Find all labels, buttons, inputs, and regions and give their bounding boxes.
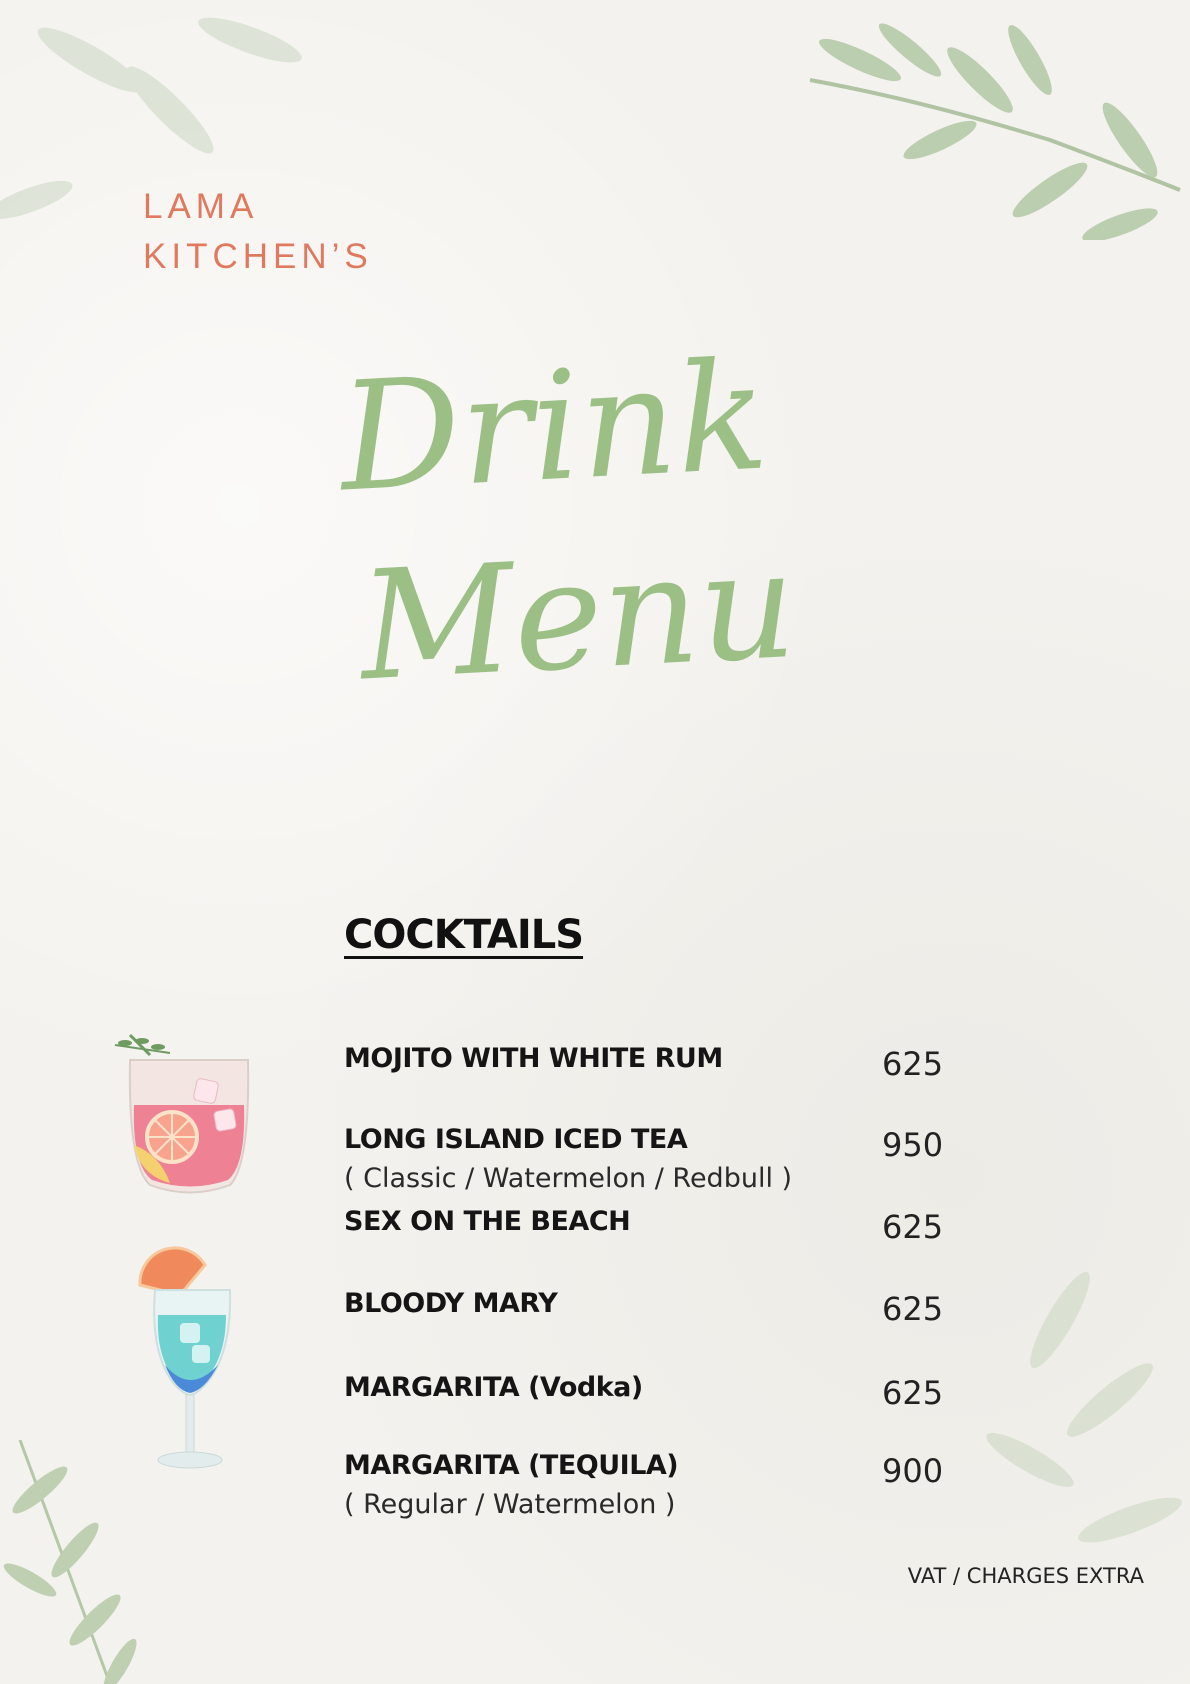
menu-item — [344, 1450, 944, 1520]
item-name: LONG ISLAND ICED TEA — [344, 1124, 688, 1155]
item-price: 625 — [882, 1045, 944, 1083]
footer-note: VAT / CHARGES EXTRA — [907, 1564, 1144, 1588]
restaurant-name — [143, 182, 373, 282]
title-line-1: Drink — [335, 329, 772, 526]
section-heading: COCKTAILS — [344, 912, 584, 958]
item-name: MARGARITA (Vodka) — [344, 1372, 643, 1403]
blue-cocktail-icon — [120, 1245, 260, 1485]
item-options: ( Regular / Watermelon ) — [344, 1489, 676, 1520]
item-price: 625 — [882, 1290, 944, 1328]
menu-item — [344, 1372, 944, 1412]
item-options: ( Classic / Watermelon / Redbull ) — [344, 1163, 793, 1194]
leaf-bottom-right-icon — [940, 1260, 1190, 1580]
item-name: SEX ON THE BEACH — [344, 1206, 631, 1237]
menu-item — [344, 1124, 944, 1194]
item-name: BLOODY MARY — [344, 1288, 558, 1319]
brand-line-1: LAMA — [143, 187, 259, 226]
item-price: 625 — [882, 1208, 944, 1246]
item-price: 900 — [882, 1452, 944, 1490]
menu-item — [344, 1288, 944, 1328]
pink-cocktail-icon — [100, 1025, 260, 1195]
menu-item — [344, 1206, 944, 1246]
item-price: 950 — [882, 1126, 944, 1164]
menu-title — [335, 329, 860, 810]
leaf-top-right-icon — [800, 20, 1190, 240]
item-name: MARGARITA (TEQUILA) — [344, 1450, 679, 1481]
item-name: MOJITO WITH WHITE RUM — [344, 1043, 723, 1074]
title-line-2: Menu — [355, 517, 800, 715]
brand-line-2: KITCHEN’S — [143, 237, 373, 276]
menu-item — [344, 1043, 944, 1083]
item-price: 625 — [882, 1374, 944, 1412]
